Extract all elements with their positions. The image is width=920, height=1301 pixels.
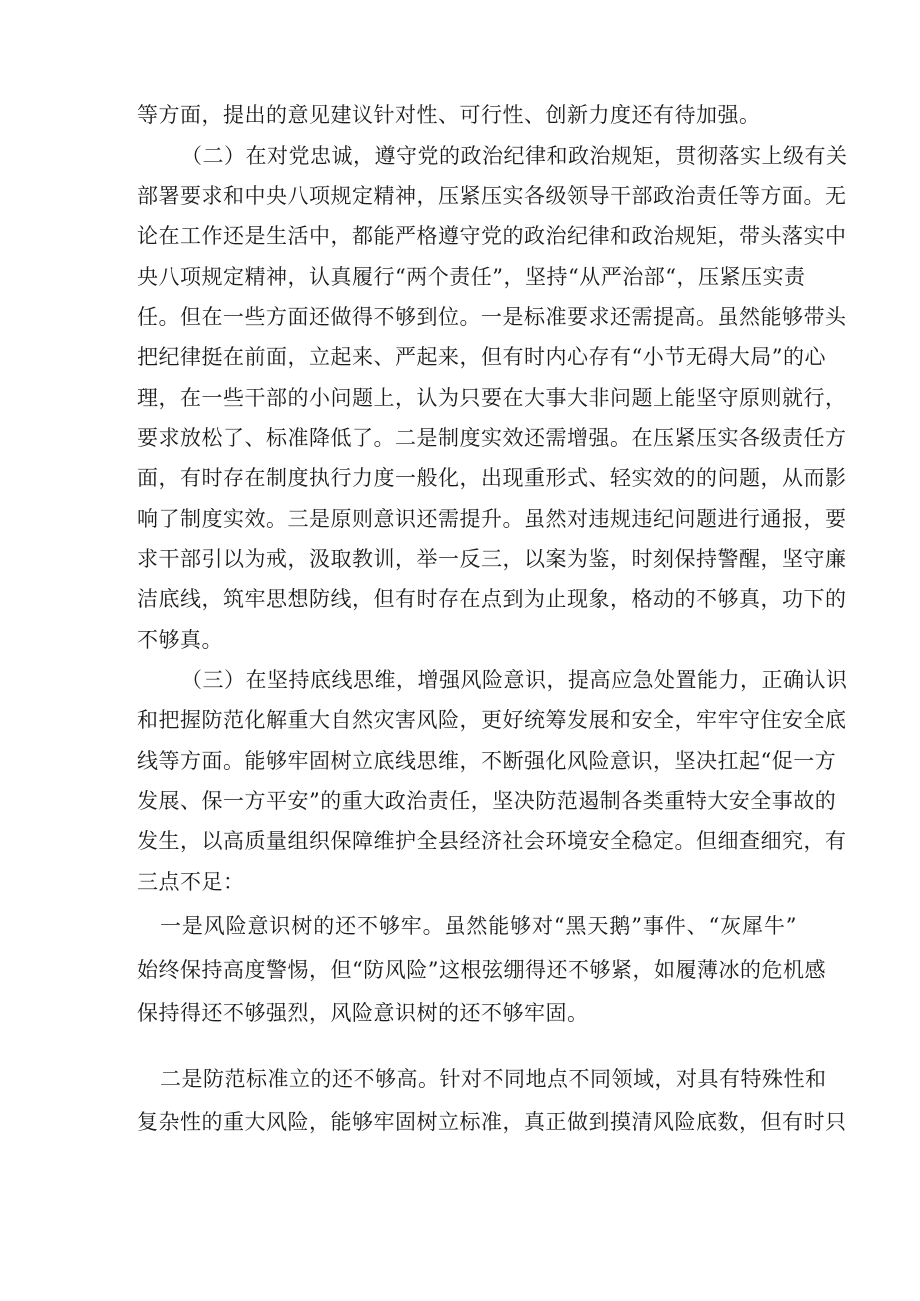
paragraph-line: 一是风险意识树的还不够牢。虽然能够对“黑天鹅”事件、“灰犀牛”: [160, 914, 797, 938]
paragraph-line: 等方面，提出的意见建议针对性、可行性、创新力度还有待加强。: [137, 103, 761, 127]
paragraph-line: 三点不足：: [137, 870, 245, 894]
paragraph-line: 求干部引以为戒，汲取教训，举一反三，以案为鉴，时刻保持警醒，坚守廉: [137, 547, 847, 571]
paragraph-line: 洁底线，筑牢思想防线，但有时存在点到为止现象，格动的不够真，功下的: [137, 587, 847, 611]
paragraph-line: 复杂性的重大风险，能够牢固树立标准，真正做到摸清风险底数，但有时只: [137, 1110, 847, 1134]
paragraph-line: 论在工作还是生活中，都能严格遵守党的政治纪律和政治规矩，带头落实中: [137, 224, 847, 248]
paragraph-line: 发展、保一方平安”的重大政治责任，坚决防范遏制各类重特大安全事故的: [137, 789, 837, 813]
paragraph-line: 理，在一些干部的小问题上，认为只要在大事大非问题上能坚守原则就行，: [137, 386, 847, 410]
paragraph-line: 响了制度实效。三是原则意识还需提升。虽然对违规违纪问题进行通报，要: [137, 507, 847, 531]
paragraph-line: 面，有时存在制度执行力度一般化，出现重形式、轻实效的的问题，从而影: [137, 466, 847, 490]
paragraph-line: 任。但在一些方面还做得不够到位。一是标准要求还需提高。虽然能够带头: [137, 305, 847, 329]
paragraph-line: 和把握防范化解重大自然灾害风险，更好统筹发展和安全，牢牢守住安全底: [137, 708, 847, 732]
paragraph-line: 保持得还不够强烈，风险意识树的还不够牢固。: [137, 1001, 589, 1025]
paragraph-line: 央八项规定精神，认真履行“两个责任”，坚持“从严治部“，压紧压实责: [137, 265, 806, 289]
paragraph-line: （二）在对党忠诚，遵守党的政治纪律和政治规矩，贯彻落实上级有关: [181, 144, 848, 168]
paragraph-line: 始终保持高度警惕，但“防风险”这根弦绷得还不够紧，如履薄冰的危机感: [137, 958, 826, 982]
paragraph-line: （三）在坚持底线思维，增强风险意识，提高应急处置能力，正确认识: [181, 668, 848, 692]
paragraph-line: 二是防范标准立的还不够高。针对不同地点不同领域，对具有特殊性和: [160, 1067, 827, 1091]
paragraph-line: 线等方面。能够牢固树立底线思维，不断强化风险意识，坚决扛起“促一方: [137, 749, 837, 773]
paragraph-line: 把纪律挺在前面，立起来、严起来，但有时内心存有“小节无碍大局”的心: [137, 345, 826, 369]
paragraph-line: 部署要求和中央八项规定精神，压紧压实各级领导干部政治责任等方面。无: [137, 184, 847, 208]
paragraph-line: 不够真。: [137, 628, 223, 652]
paragraph-line: 发生，以高质量组织保障维护全县经济社会环境安全稳定。但细查细究，有: [137, 829, 847, 853]
paragraph-line: 要求放松了、标准降低了。二是制度实效还需增强。在压紧压实各级责任方: [137, 426, 847, 450]
